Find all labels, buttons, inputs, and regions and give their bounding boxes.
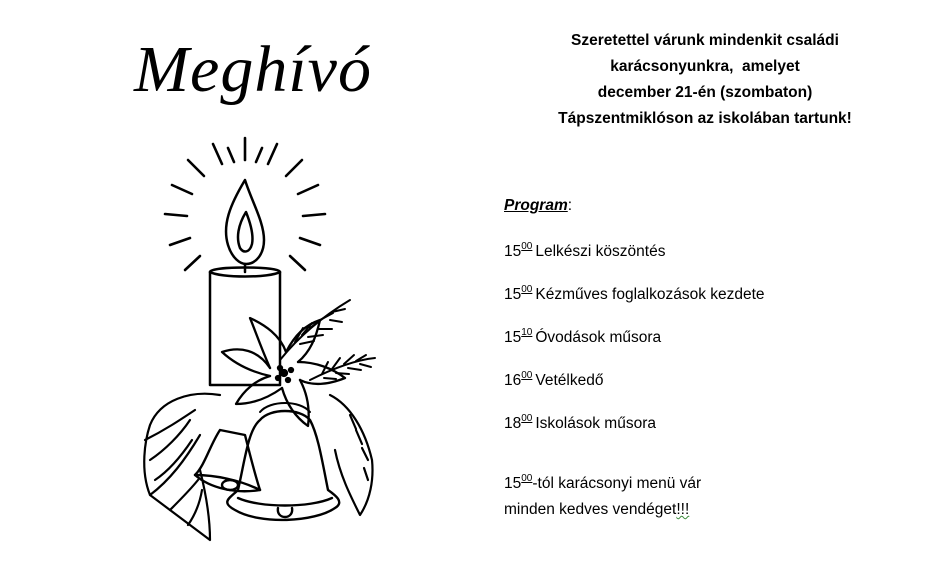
invitation-title: Meghívó — [134, 33, 372, 106]
program-item — [504, 327, 661, 347]
program-item-minute: 00 — [521, 413, 533, 424]
program-item-text: Vetélkedő — [535, 372, 604, 389]
program-item — [504, 370, 603, 390]
light-rays — [165, 138, 325, 270]
program-heading-colon: : — [567, 197, 573, 214]
program-item-text: Lelkészi köszöntés — [535, 243, 666, 260]
program-item — [504, 284, 765, 304]
christmas-candle-illustration — [110, 130, 410, 560]
program-item — [504, 413, 656, 433]
intro-line-1: Szeretettel várunk mindenkit családi — [571, 32, 839, 49]
program-heading-label: Program — [504, 197, 568, 214]
program-item-hour: 16 — [504, 372, 522, 389]
intro-line-4: Tápszentmiklóson az iskolában tartunk! — [558, 110, 852, 127]
footer-note — [504, 466, 701, 523]
program-item-hour: 15 — [504, 243, 522, 260]
footer-hour: 15 — [504, 475, 522, 492]
footer-minute: 00 — [521, 473, 533, 484]
program-item-text: Óvodások műsora — [535, 329, 662, 346]
footer-line-1-rest: -tól karácsonyi menü vár — [532, 475, 702, 492]
footer-line-2-main: minden kedves vendéget — [504, 501, 677, 518]
program-item-hour: 15 — [504, 286, 522, 303]
footer-line-2-exclaim: !!! — [676, 501, 690, 518]
program-item-hour: 18 — [504, 415, 522, 432]
intro-line-2: karácsonyunkra, amelyet — [610, 58, 800, 75]
footer-line-2 — [504, 497, 701, 523]
footer-line-1 — [504, 466, 701, 497]
program-item-minute: 00 — [521, 370, 533, 381]
program-item — [504, 241, 665, 261]
program-item-text: Iskolások műsora — [535, 415, 656, 432]
program-item-text: Kézműves foglalkozások kezdete — [535, 286, 765, 303]
program-heading — [504, 197, 572, 215]
program-item-minute: 00 — [521, 284, 533, 295]
invitation-intro — [520, 28, 890, 132]
program-item-hour: 15 — [504, 329, 522, 346]
intro-line-3: december 21-én (szombaton) — [597, 84, 813, 101]
program-item-minute: 00 — [521, 241, 533, 252]
christmas-bells — [195, 411, 339, 520]
program-item-minute: 10 — [521, 327, 533, 338]
